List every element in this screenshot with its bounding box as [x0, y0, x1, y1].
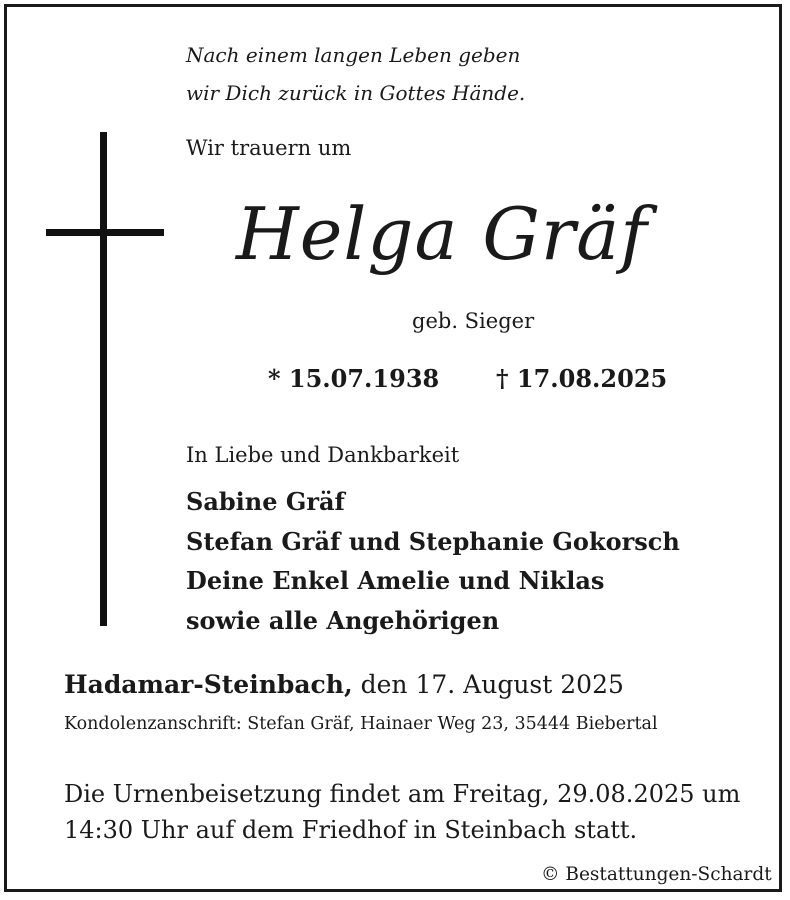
family-member: Stefan Gräf und Stephanie Gokorsch: [186, 526, 680, 556]
motto: [186, 36, 525, 112]
burial-line: 14:30 Uhr auf dem Friedhof in Steinbach statt.: [64, 816, 638, 844]
motto-line: Nach einem langen Leben geben: [186, 43, 521, 67]
born-name: geb. Sieger: [412, 309, 535, 333]
family-member: sowie alle Angehörigen: [186, 605, 500, 635]
birth-date: * 15.07.1938: [268, 364, 440, 393]
place: Hadamar-Steinbach,: [64, 670, 353, 699]
family-list: [186, 482, 680, 640]
burial-notice: [64, 776, 740, 848]
cross-vertical-bar: [100, 132, 107, 626]
cross-horizontal-bar: [46, 229, 164, 236]
deceased-name: Helga Gräf: [236, 192, 648, 276]
place-date-line: [64, 670, 624, 699]
mourning-text: Wir trauern um: [186, 136, 352, 160]
family-member: Deine Enkel Amelie und Niklas: [186, 566, 605, 595]
condolence-address: Kondolenzanschrift: Stefan Gräf, Hainaer Weg 23, 35444 Biebertal: [64, 714, 658, 734]
date-text: den 17. August 2025: [360, 670, 624, 699]
death-date: † 17.08.2025: [496, 364, 668, 393]
burial-line: Die Urnenbeisetzung findet am Freitag, 29.08.2025 um: [64, 780, 741, 808]
love-text: In Liebe und Dankbarkeit: [186, 443, 460, 467]
copyright: © Bestattungen-Schardt: [541, 864, 772, 885]
family-member: Sabine Gräf: [186, 487, 345, 516]
motto-line: wir Dich zurück in Gottes Hände.: [186, 81, 526, 105]
